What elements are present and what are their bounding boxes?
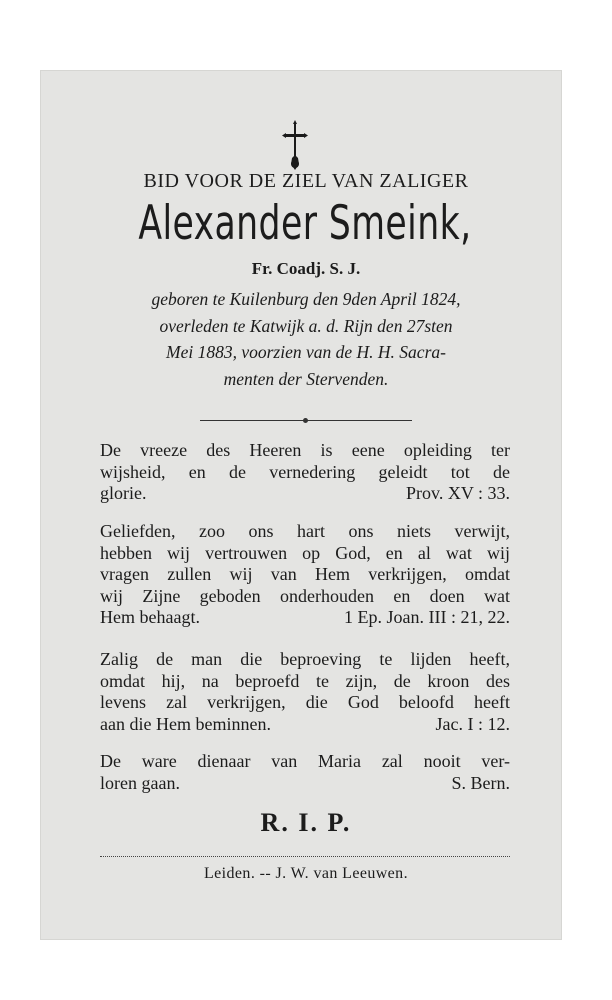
religious-title: Fr. Coadj. S. J. [251,259,361,278]
printer-imprint: Leiden. -- J. W. van Leeuwen. [204,865,408,882]
quote-line: Geliefden, zoo ons hart ons niets verwijt, [100,521,510,541]
quote-line: De ware dienaar van Maria zal nooit ver- [100,751,510,771]
quote-reference: Jac. I : 12. [435,713,510,734]
biography-line: geboren te Kuilenburg den 9den April 1824, [151,289,461,309]
quote-line: vragen zullen wij van Hem verkrijgen, omdat [100,564,510,584]
quote-reference: Prov. XV : 33. [405,483,510,503]
quote-line: Hem behaagt. [100,607,200,627]
invocation-heading: BID VOOR DE ZIEL VAN ZALIGER [143,170,469,192]
deceased-name: Alexander Smeink, [138,196,472,251]
quote-reference: S. Bern. [451,772,510,793]
biography-line: Mei 1883, voorzien van de H. H. Sacra- [166,342,446,362]
quote-line: loren gaan. [100,772,180,793]
quote-line: wijsheid, en de vernedering geleidt tot de [100,461,510,482]
biography [0,286,612,392]
cross-icon [280,118,310,170]
quote-line: levens zal verkrijgen, die God beloofd heeft [100,692,510,712]
quote-paragraph [100,649,510,735]
quote-line: De vreeze des Heeren is eene opleiding ter [100,440,510,460]
quote-line: glorie. [100,483,147,503]
quote-reference: 1 Ep. Joan. III : 21, 22. [344,607,510,627]
quote-paragraph [100,751,510,794]
quote-line: wij Zijne geboden onderhouden en doen wat [100,585,510,606]
divider [200,420,412,421]
quote-paragraph [100,440,510,505]
quote-paragraph [100,521,510,629]
quote-line: hebben wij vertrouwen op God, en al wat wij [100,542,510,563]
biography-line: overleden te Katwijk a. d. Rijn den 27sten [159,315,453,336]
closing-rip: R. I. P. [260,808,352,837]
quote-line: aan die Hem beminnen. [100,713,271,734]
biography-line: menten der Stervenden. [223,368,389,389]
dotted-divider [100,856,510,857]
quote-line: Zalig de man die beproeving te lijden heeft, [100,649,510,669]
quote-line: omdat hij, na beproefd te zijn, de kroon des [100,670,510,691]
